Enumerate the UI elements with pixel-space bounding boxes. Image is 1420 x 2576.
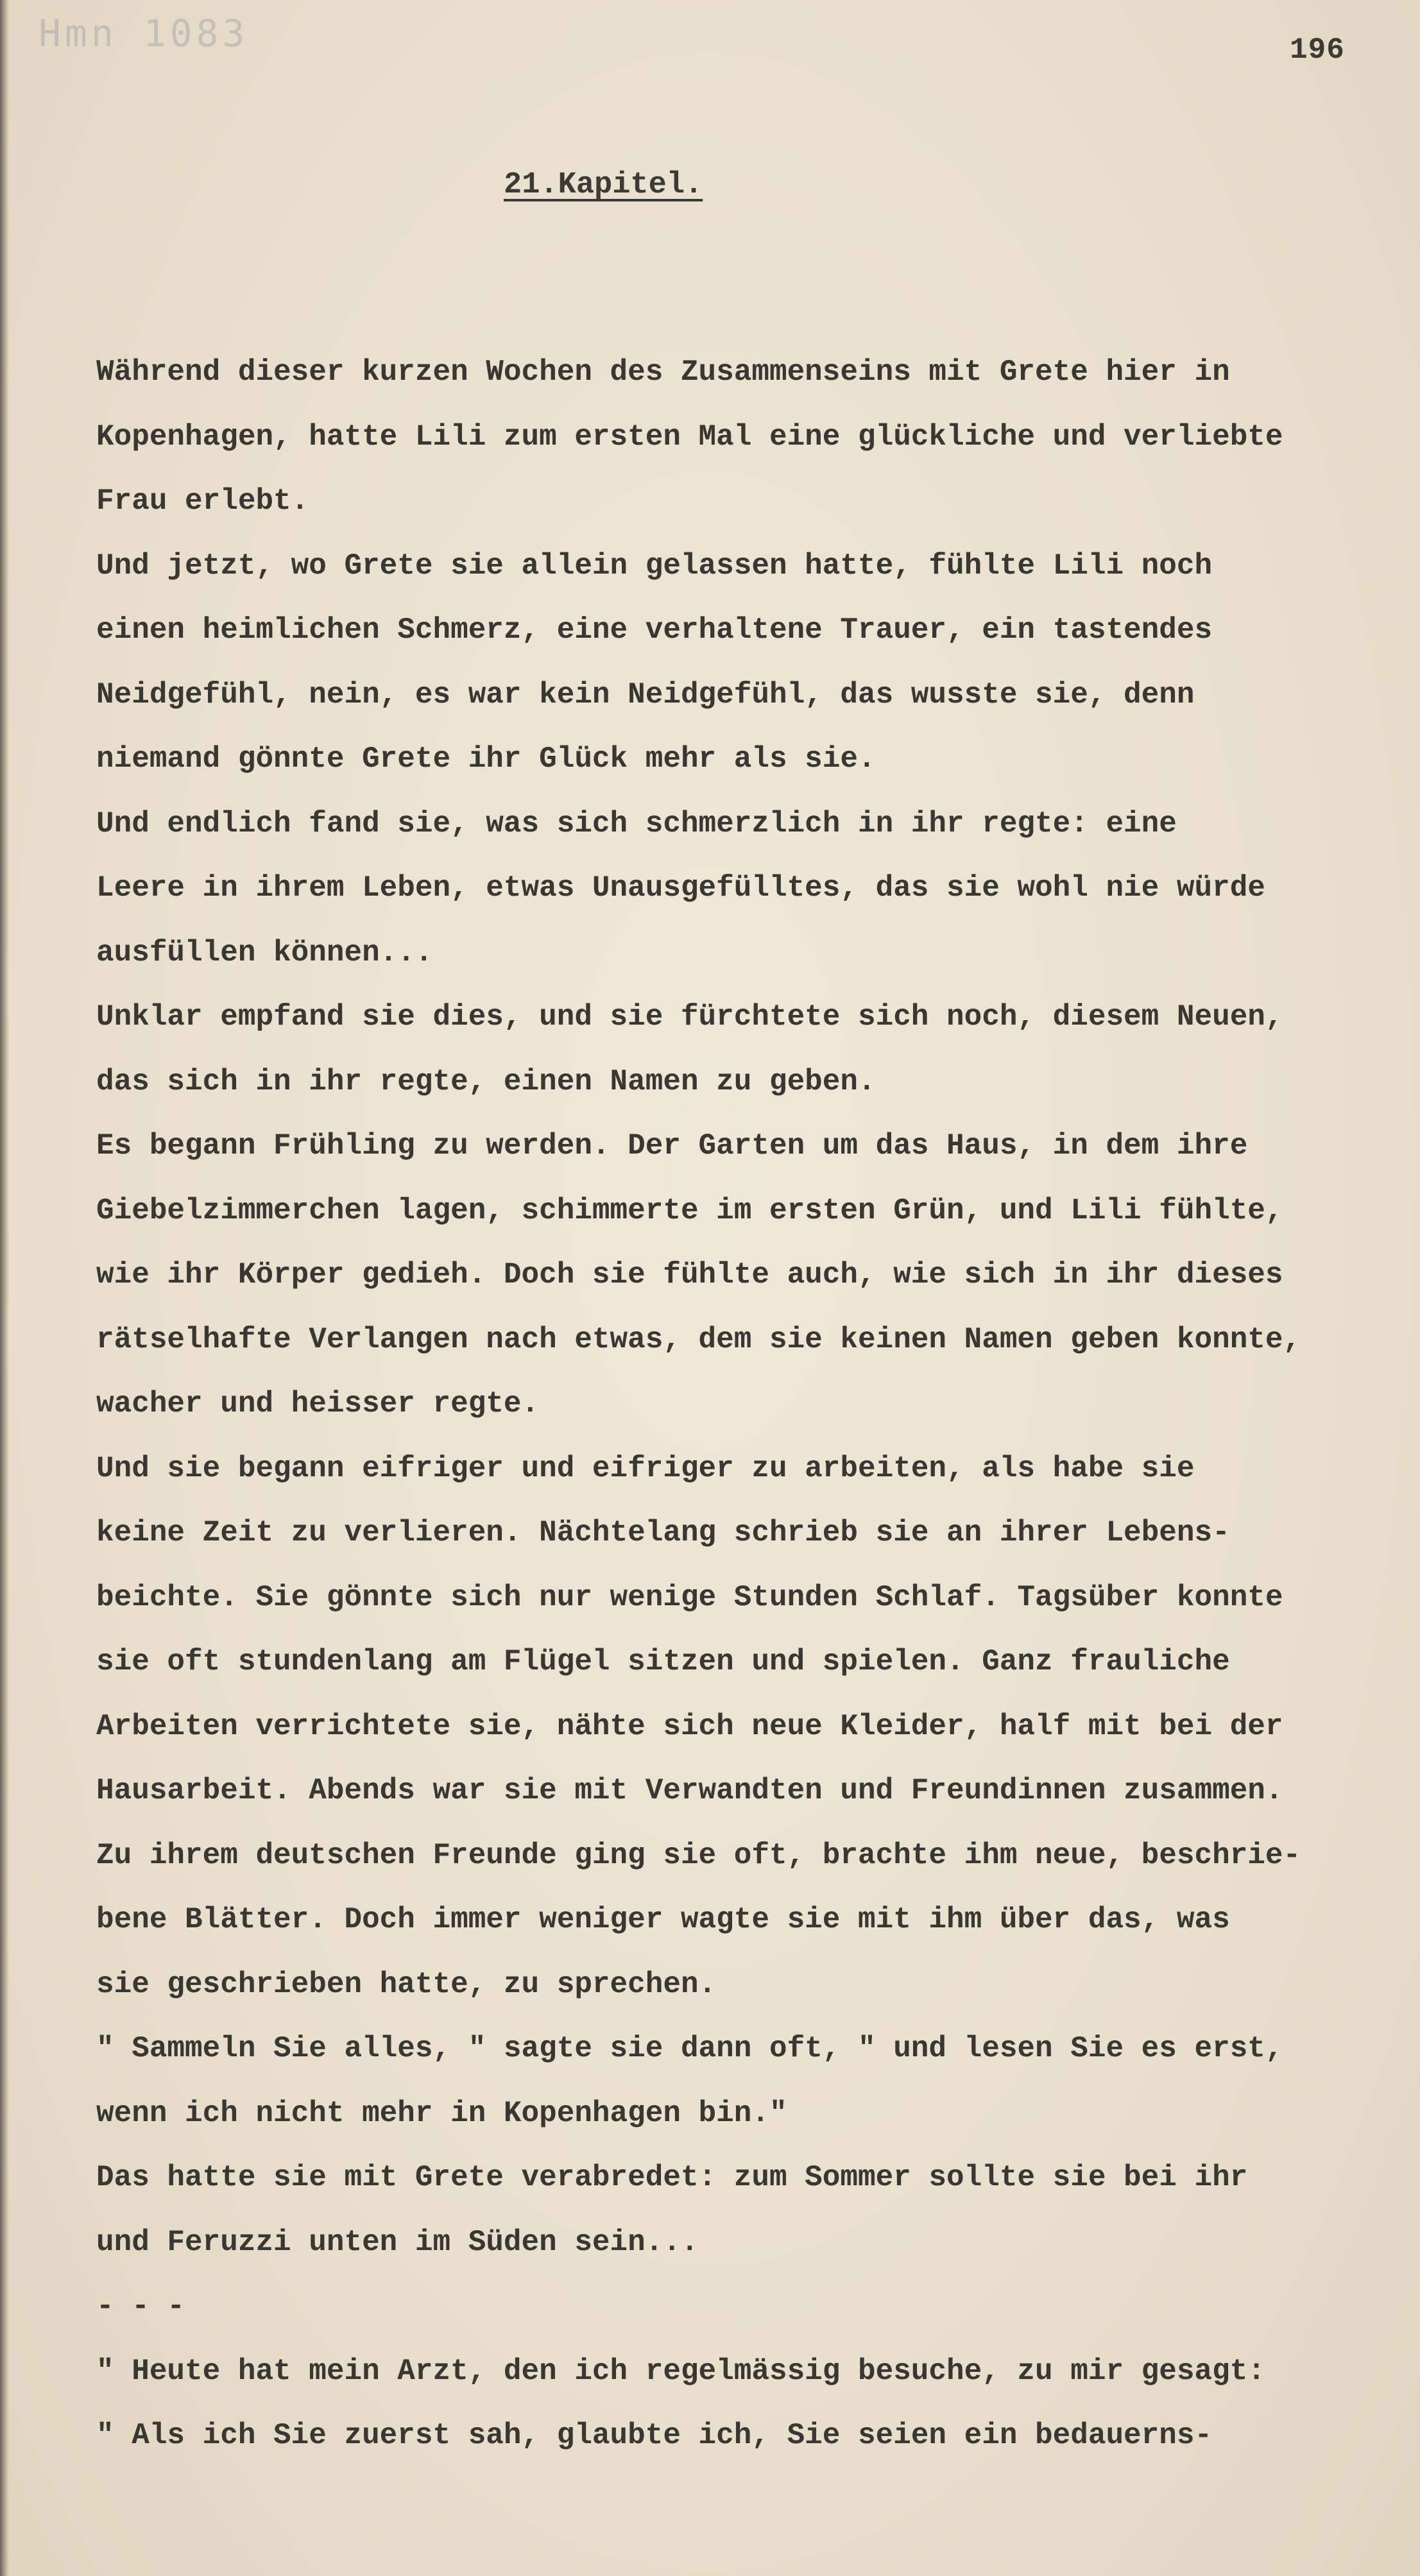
text-line: bene Blätter. Doch immer weniger wagte sie mit ihm über das, was	[96, 1903, 1230, 1936]
section-separator: - - -	[96, 2290, 185, 2323]
text-line: Arbeiten verrichtete sie, nähte sich neue Kleider, half mit bei der	[96, 1709, 1283, 1743]
text-line: Das hatte sie mit Grete verabredet: zum Sommer sollte sie bei ihr	[96, 2161, 1248, 2194]
text-line: einen heimlichen Schmerz, eine verhaltene Trauer, ein tastendes	[96, 613, 1213, 647]
text-line: Giebelzimmerchen lagen, schimmerte im ersten Grün, und Lili fühlte,	[96, 1193, 1283, 1227]
page-number: 196	[1290, 33, 1345, 67]
page-edge-shadow	[0, 0, 9, 2576]
text-line: ausfüllen können...	[96, 935, 433, 969]
text-line: Unklar empfand sie dies, und sie fürchtete sich noch, diesem Neuen,	[96, 1000, 1283, 1034]
text-line: Während dieser kurzen Wochen des Zusammenseins mit Grete hier in	[96, 355, 1230, 389]
text-line: beichte. Sie gönnte sich nur wenige Stunden Schlaf. Tagsüber konnte	[96, 1580, 1283, 1614]
text-line: Kopenhagen, hatte Lili zum ersten Mal eine glückliche und verliebte	[96, 420, 1283, 454]
chapter-title: 21.Kapitel.	[504, 168, 703, 202]
text-line: Und endlich fand sie, was sich schmerzlich in ihr regte: eine	[96, 806, 1177, 840]
text-line: " Heute hat mein Arzt, den ich regelmässig besuche, zu mir gesagt:	[96, 2354, 1265, 2388]
text-line: wie ihr Körper gedieh. Doch sie fühlte auch, wie sich in ihr dieses	[96, 1258, 1283, 1292]
text-line: Und jetzt, wo Grete sie allein gelassen hatte, fühlte Lili noch	[96, 549, 1213, 583]
text-line: Zu ihrem deutschen Freunde ging sie oft, brachte ihm neue, beschrie-	[96, 1838, 1301, 1872]
archive-stamp: Hmn 1083	[38, 12, 249, 55]
text-line: wenn ich nicht mehr in Kopenhagen bin."	[96, 2096, 787, 2130]
text-line: rätselhafte Verlangen nach etwas, dem sie keinen Namen geben konnte,	[96, 1322, 1301, 1356]
text-line: Leere in ihrem Leben, etwas Unausgefülltes, das sie wohl nie würde	[96, 871, 1265, 905]
text-line: Frau erlebt.	[96, 484, 309, 518]
text-line: Hausarbeit. Abends war sie mit Verwandten und Freundinnen zusammen.	[96, 1774, 1283, 1807]
text-line: niemand gönnte Grete ihr Glück mehr als sie.	[96, 742, 876, 776]
text-line: Und sie begann eifriger und eifriger zu arbeiten, als habe sie	[96, 1451, 1195, 1485]
text-line: das sich in ihr regte, einen Namen zu geben.	[96, 1064, 876, 1098]
text-line: keine Zeit zu verlieren. Nächtelang schrieb sie an ihrer Lebens-	[96, 1516, 1230, 1549]
text-line: sie geschrieben hatte, zu sprechen.	[96, 1967, 717, 2001]
text-line: wacher und heisser regte.	[96, 1387, 540, 1420]
body-text	[96, 340, 1392, 2468]
text-line: Neidgefühl, nein, es war kein Neidgefühl, das wusste sie, denn	[96, 678, 1195, 712]
text-line: und Feruzzi unten im Süden sein...	[96, 2225, 699, 2259]
text-line: " Als ich Sie zuerst sah, glaubte ich, Sie seien ein bedauerns-	[96, 2419, 1213, 2452]
text-line: " Sammeln Sie alles, " sagte sie dann oft, " und lesen Sie es erst,	[96, 2032, 1283, 2065]
text-line: sie oft stundenlang am Flügel sitzen und spielen. Ganz frauliche	[96, 1645, 1230, 1678]
text-line: Es begann Frühling zu werden. Der Garten um das Haus, in dem ihre	[96, 1129, 1248, 1163]
